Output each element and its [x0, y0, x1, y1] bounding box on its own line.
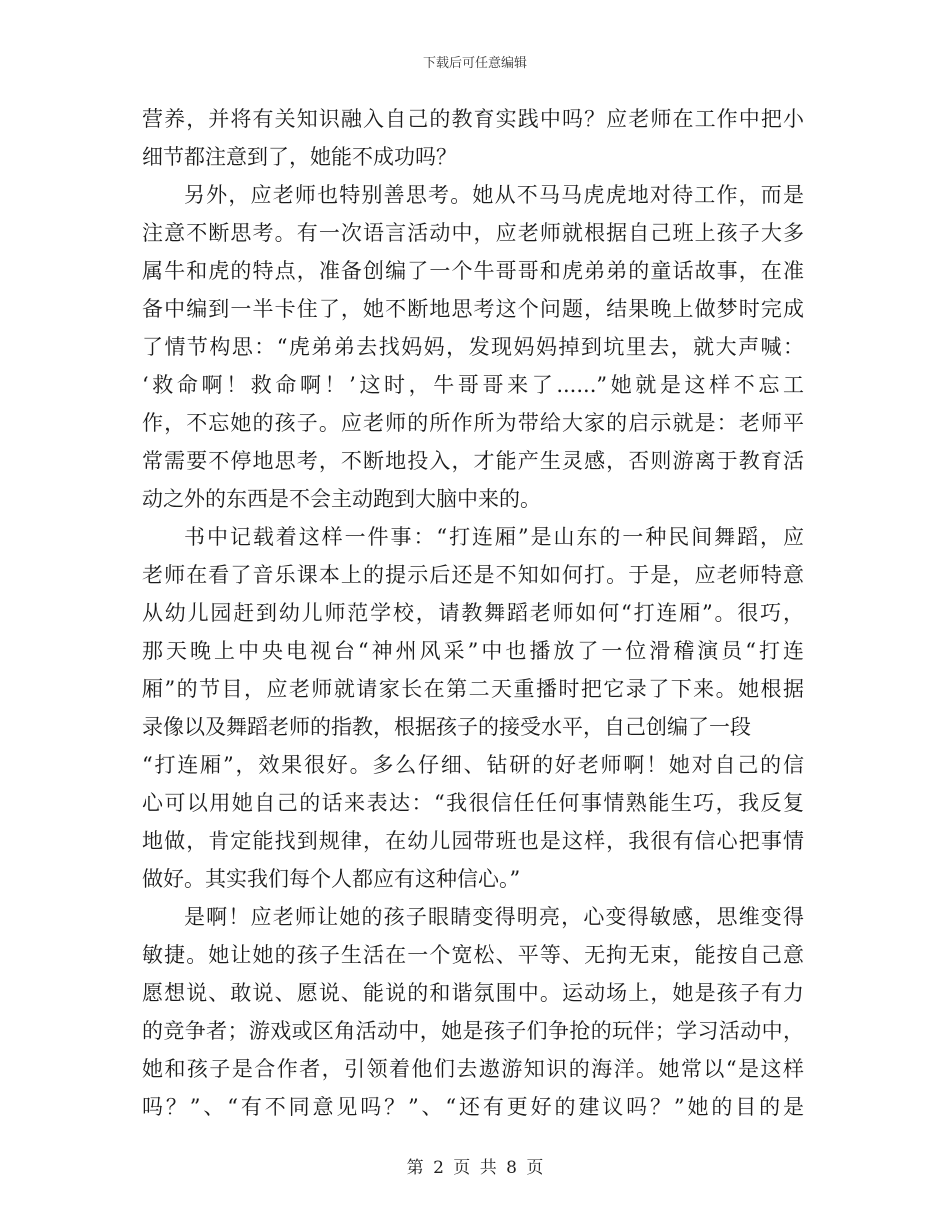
text-line: 是啊！应老师让她的孩子眼睛变得明亮，心变得敏感，思维变得	[184, 905, 804, 929]
text-line: 厢”的节目，应老师就请家长在第二天重播时把它录了下来。她根据	[142, 677, 804, 701]
page-header-note: 下载后可任意编辑	[422, 56, 527, 71]
text-line: 愿想说、敢说、愿说、能说的和谐氛围中。运动场上，她是孩子有力	[142, 981, 804, 1005]
text-line: 另外，应老师也特别善思考。她从不马马虎虎地对待工作，而是	[184, 183, 804, 207]
text-line: 属牛和虎的特点，准备创编了一个牛哥哥和虎弟弟的童话故事，在准	[142, 259, 804, 283]
text-line: 地做，肯定能找到规律，在幼儿园带班也是这样，我很有信心把事情	[142, 829, 804, 853]
text-line: 作，不忘她的孩子。应老师的所作所为带给大家的启示就是：老师平	[142, 411, 804, 435]
text-line: 的竞争者；游戏或区角活动中，她是孩子们争抢的玩伴；学习活动中，	[142, 1019, 804, 1043]
text-line: 注意不断思考。有一次语言活动中，应老师就根据自己班上孩子大多	[142, 221, 804, 245]
text-line: 营养，并将有关知识融入自己的教育实践中吗？应老师在工作中把小	[142, 107, 804, 131]
text-line: “打连厢”，效果很好。多么仔细、钻研的好老师啊！她对自己的信	[142, 753, 804, 777]
text-line: 常需要不停地思考，不断地投入，才能产生灵感，否则游离于教育活	[142, 449, 804, 473]
text-line: 书中记载着这样一件事：“打连厢”是山东的一种民间舞蹈，应	[184, 525, 804, 549]
text-line: 她和孩子是合作者，引领着他们去遨游知识的海洋。她常以“是这样	[142, 1057, 804, 1081]
paragraph	[142, 518, 804, 898]
text-line: 吗？”、“有不同意见吗？”、“还有更好的建议吗？”她的目的是	[142, 1095, 804, 1119]
text-line: 敏捷。她让她的孩子生活在一个宽松、平等、无拘无束，能按自己意	[142, 943, 804, 967]
text-line: 老师在看了音乐课本上的提示后还是不知如何打。于是，应老师特意	[142, 563, 804, 587]
text-line: ‘救命啊！救命啊！’这时，牛哥哥来了......”她就是这样不忘工	[142, 373, 804, 397]
text-line: 做好。其实我们每个人都应有这种信心。”	[142, 867, 521, 891]
text-line: 那天晚上中央电视台“神州风采”中也播放了一位滑稽演员“打连	[142, 639, 804, 663]
document-body	[142, 100, 804, 1126]
text-line: 从幼儿园赶到幼儿师范学校，请教舞蹈老师如何“打连厢”。很巧，	[142, 601, 804, 625]
text-line: 心可以用她自己的话来表达：“我很信任任何事情熟能生巧，我反复	[142, 791, 804, 815]
text-line: 备中编到一半卡住了，她不断地思考这个问题，结果晚上做梦时完成	[142, 297, 804, 321]
text-line: 细节都注意到了，她能不成功吗？	[142, 145, 457, 169]
paragraph	[142, 898, 804, 1126]
paragraph	[142, 176, 804, 518]
page-number-footer: 第 2 页 共 8 页	[406, 1158, 544, 1178]
text-line: 动之外的东西是不会主动跑到大脑中来的。	[142, 487, 541, 511]
paragraph	[142, 100, 804, 176]
text-line: 了情节构思：“虎弟弟去找妈妈，发现妈妈掉到坑里去，就大声喊：	[142, 335, 804, 359]
text-line: 录像以及舞蹈老师的指教，根据孩子的接受水平，自己创编了一段	[142, 715, 751, 739]
